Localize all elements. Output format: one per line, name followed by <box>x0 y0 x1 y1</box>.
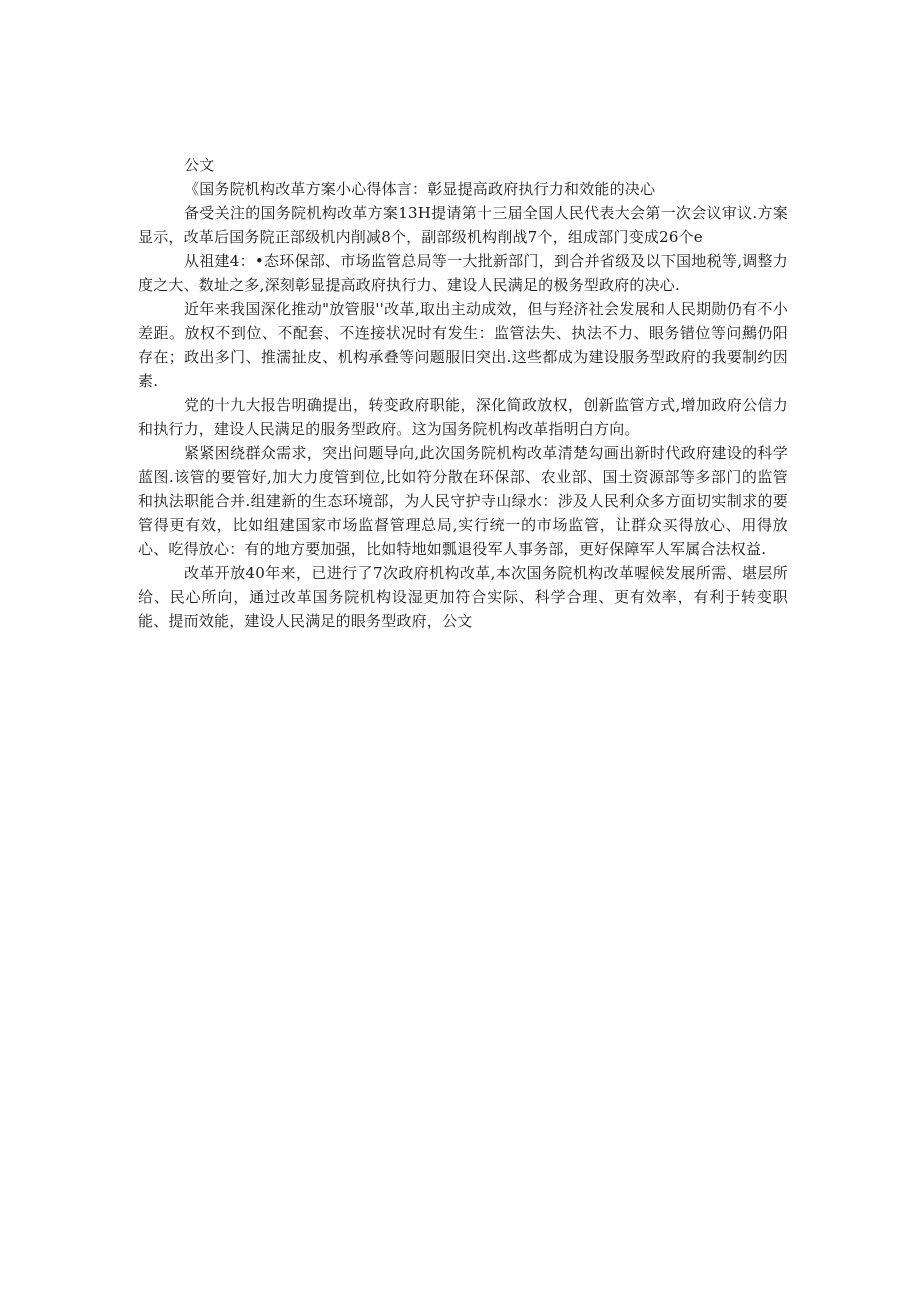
document-heading: 公文 <box>184 156 215 174</box>
paragraph-6: 改革开放40年来，已进行了7次政府机构改革,本次国务院机构改革喔候发展所需、堪层所给、民心所向，通过改革国务院机构设湿更加符合实际、科学合理、更有效率，有利于转变职能、提而效能，建设人民满足的眼务型政府，公文 <box>138 564 788 630</box>
paragraph-5: 紧紧困绕群众需求，突出问题导向,此次国务院机构改革清楚勾画出新时代政府建设的科学蓝图.该管的要管好,加大力度管到位,比如符分散在环保部、农业部、国土资源部等多部门的监管和执法职能合并.组建新的生态环境部，为人民守护寺山绿水：涉及人民利众多方面切实制求的要管得更有效，比如组建国家市场监督管理总局,实行统一的市场监管，让群众买得放心、用得放心、吃得放心：有的地方要加强，比如特地如瓢退役军人事务部，更好保障军人军属合法权益. <box>138 444 788 558</box>
paragraph-2: 从祖建4：•态环保部、市场监管总局等一大批新部门，到合并省级及以下国地税等,调整力度之大、数址之多,深刻彰显提高政府执行力、建设人民满足的极务型政府的决心. <box>138 252 788 294</box>
paragraph-4: 党的十九大报告明确提出，转变政府职能，深化简政放权，创新监管方式,增加政府公信力和执行力，建设人民满足的服务型政府。这为国务院机构改革指明白方向。 <box>138 396 788 438</box>
document-subtitle: 《国务院机构改革方案小心得体言：彰显提高政府执行力和效能的决心 <box>184 180 656 198</box>
paragraph-1: 备受关注的国务院机构改革方案13H提请第十三届全国人民代表大会第一次会议审议.方案显示，改革后国务院正部级机内削减8个，副部级机构削战7个，组成部门变成26个e <box>138 204 788 246</box>
document-page <box>138 153 788 633</box>
paragraph-3: 近年来我国深化推动"放管服''改革,取出主动成效，但与羟济社会发展和人民期勋仍有不小差距。放权不到位、不配套、不连接状况时有发生：监管法失、执法不力、眼务错位等问䴏仍阳存在；政出多门、推濡扯皮、机构承叠等问题服旧突出.这些都成为建设服务型政府的我要制约因素. <box>138 300 788 390</box>
